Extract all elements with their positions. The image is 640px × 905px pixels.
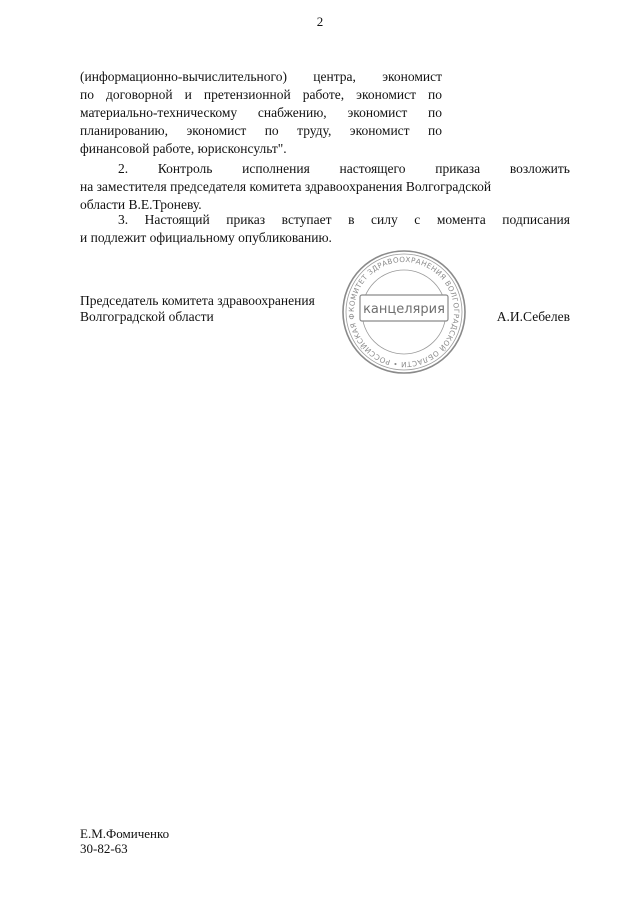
word: Контроль [157,161,213,176]
executor-name: Е.М.Фомиченко [80,826,170,841]
continued-paragraph [80,68,442,158]
text-line: и подлежит официальному опубликованию. [80,230,332,245]
word: Настоящий [144,212,210,227]
word: исполнения [242,161,310,176]
item-2-first-line [80,160,570,178]
word: силу [371,212,398,227]
position-line: Волгоградской области [80,309,214,324]
signatory-position [80,293,315,325]
seal-graphic [340,248,468,376]
executor-phone: 30-82-63 [80,841,128,856]
word: момента [436,212,486,227]
word: возложить [509,161,570,176]
word: с [414,212,421,227]
word: в [348,212,355,227]
item-3-paragraph [80,211,570,247]
word: подписания [502,212,570,227]
text-line: планированию, экономист по труду, экономист по [80,123,442,138]
seal-center-text: канцелярия [363,302,445,317]
word: вступает [281,212,332,227]
official-seal [340,248,468,376]
position-line: Председатель комитета здравоохранения [80,293,315,308]
word: приказа [435,161,481,176]
page-number: 2 [316,14,324,29]
item-2-paragraph [80,160,570,214]
text-line: материально-техническому снабжению, экономист по [80,105,442,120]
text-line: по договорной и претензионной работе, экономист по [80,87,442,102]
contact-block [80,826,169,856]
seal-ring-text: КОМИТЕТ ЗДРАВООХРАНЕНИЯ ВОЛГОГРАДСКОЙ ОБЛАСТИ • РОССИЙСКАЯ Ф [346,254,462,370]
item-3-first-line [80,211,570,229]
word: настоящего [339,161,406,176]
text-line: области В.Е.Троневу. [80,197,202,212]
text-line: финансовой работе, юрисконсульт". [80,141,287,156]
text-line: на заместителя председателя комитета здравоохранения Волгоградской [80,179,492,194]
item-number: 2. [118,161,129,176]
word: приказ [226,212,266,227]
item-number: 3. [118,212,129,227]
signatory-name: А.И.Себелев [496,309,570,324]
text-line: (информационно-вычислительного) центра, экономист [80,69,442,84]
